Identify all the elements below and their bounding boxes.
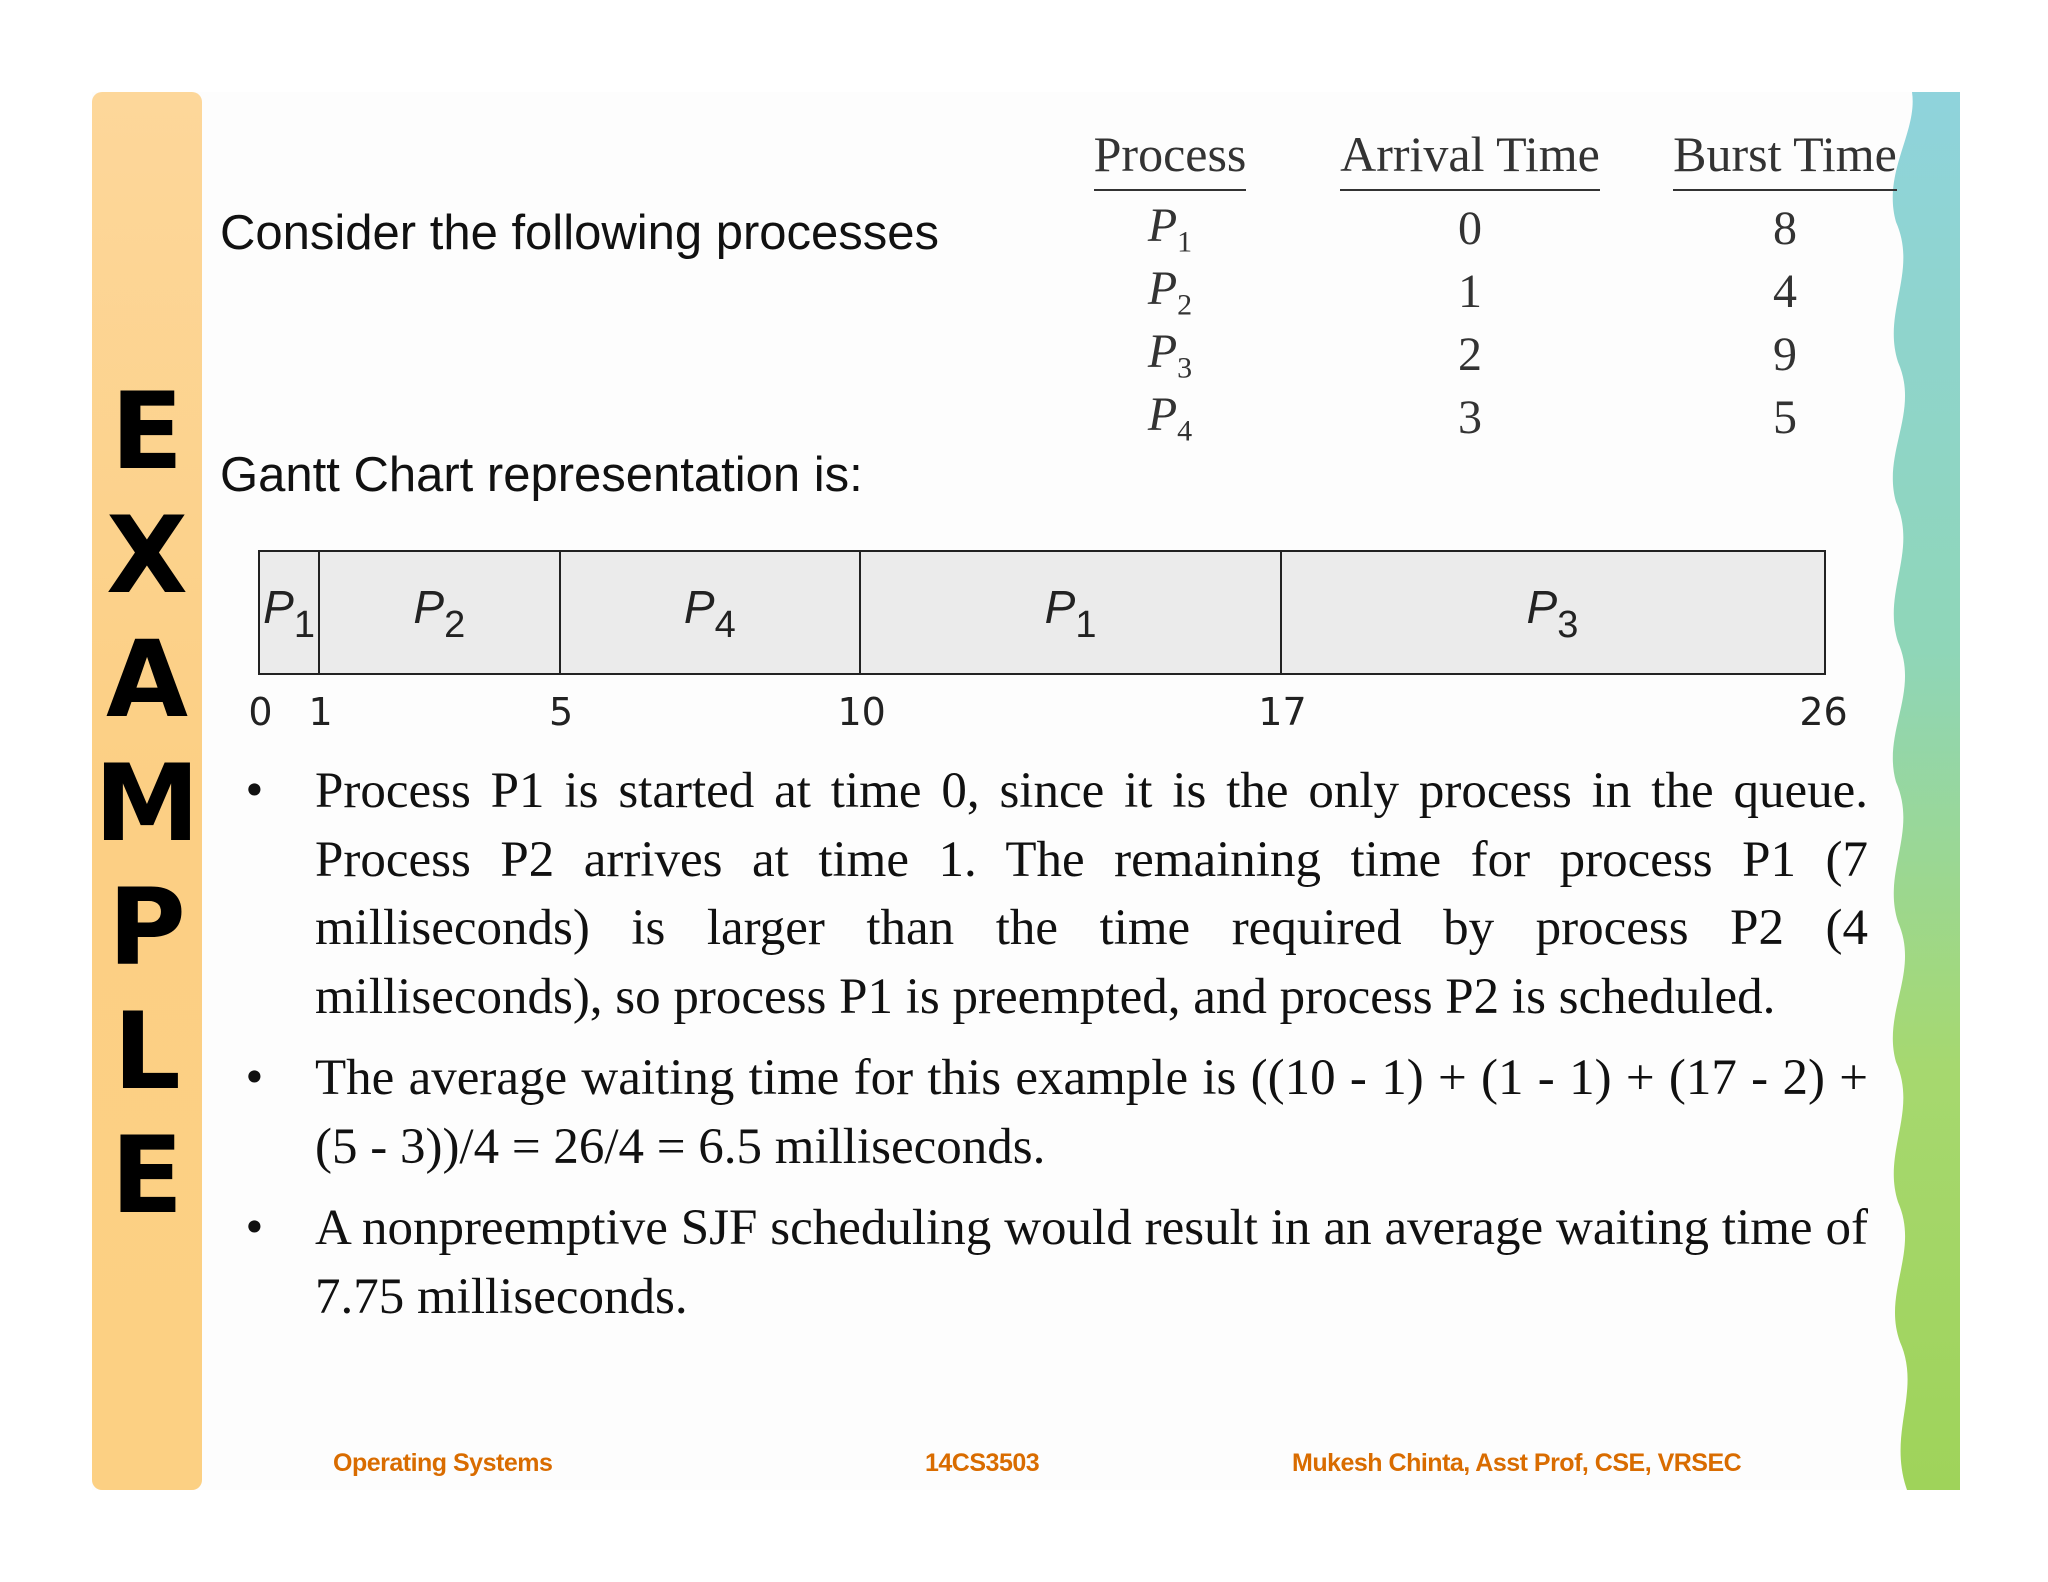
- bullet-item: • A nonpreemptive SJF scheduling would result in an average waiting time of 7.75 milliseconds.: [240, 1194, 1868, 1331]
- gantt-tick-label: 17: [1258, 690, 1307, 734]
- process-name: $P_1$: [1147, 198, 1193, 259]
- burst-time: 5: [1773, 391, 1797, 444]
- bullet-item: • Process P1 is started at time 0, since it is the only process in the queue. Process P2 arrives at time 1. The remaining time for process P1 (7 milliseconds) is larger than the time required by process P2 (4 milliseconds), so process P1 is preempted, and process P2 is scheduled.: [240, 757, 1868, 1031]
- arrival-time: 3: [1458, 391, 1482, 444]
- gantt-segment-label: $P_1$: [263, 581, 315, 646]
- banner-letter: E: [110, 370, 184, 493]
- gantt-tick-label: 0: [248, 690, 273, 734]
- gantt-tick-label: 10: [837, 690, 886, 734]
- bullet-item: • The average waiting time for this example is ((10 - 1) + (1 - 1) + (17 - 2) + (5 - 3))/4 = 26/4 = 6.5 milliseconds.: [240, 1044, 1868, 1181]
- side-banner-letters: [92, 370, 202, 1238]
- gantt-segment: [260, 552, 320, 673]
- gantt-segment-label: $P_4$: [683, 581, 736, 646]
- header-process: Process: [1020, 125, 1320, 197]
- banner-letter: A: [105, 618, 189, 741]
- intro-text: Consider the following processes: [220, 206, 940, 260]
- gantt-segment-label: $P_1$: [1044, 581, 1097, 646]
- gantt-segment: [861, 552, 1282, 673]
- footer-author: Mukesh Chinta, Asst Prof, CSE, VRSEC: [1292, 1449, 1742, 1477]
- banner-letter: L: [113, 990, 181, 1113]
- gantt-segment-label: $P_2$: [413, 581, 466, 646]
- gantt-tick-label: 26: [1799, 690, 1848, 734]
- process-name: $P_4$: [1147, 387, 1193, 448]
- footer-code: 14CS3503: [925, 1449, 1040, 1477]
- gantt-segment: [561, 552, 862, 673]
- process-name: $P_3$: [1147, 324, 1193, 385]
- arrival-time: 0: [1458, 202, 1482, 255]
- header-arrival-time: Arrival Time: [1320, 125, 1620, 197]
- burst-time: 4: [1773, 265, 1797, 318]
- process-table: [1020, 125, 1950, 449]
- gantt-segment: [1282, 552, 1823, 673]
- gantt-tick-label: 5: [548, 690, 574, 734]
- table-row: [1020, 386, 1950, 449]
- banner-letter: X: [106, 494, 188, 617]
- process-name: $P_2$: [1147, 261, 1193, 322]
- gantt-tick-label: 1: [308, 690, 333, 734]
- banner-letter: E: [110, 1114, 184, 1237]
- burst-time: 8: [1773, 202, 1797, 255]
- arrival-time: 2: [1458, 328, 1482, 381]
- banner-letter: P: [108, 866, 186, 989]
- gantt-segment-label: $P_3$: [1526, 581, 1579, 646]
- arrival-time: 1: [1458, 265, 1482, 318]
- header-burst-time: Burst Time: [1620, 125, 1950, 197]
- table-header-row: [1020, 125, 1950, 197]
- table-row: [1020, 323, 1950, 386]
- gantt-heading: Gantt Chart representation is:: [220, 448, 863, 502]
- footer-course: Operating Systems: [333, 1449, 553, 1477]
- gantt-chart: [258, 550, 1826, 675]
- banner-letter: M: [94, 742, 200, 865]
- table-row: [1020, 260, 1950, 323]
- table-row: [1020, 197, 1950, 260]
- gantt-segment: [320, 552, 560, 673]
- burst-time: 9: [1773, 328, 1797, 381]
- bullet-list: [240, 757, 1868, 1344]
